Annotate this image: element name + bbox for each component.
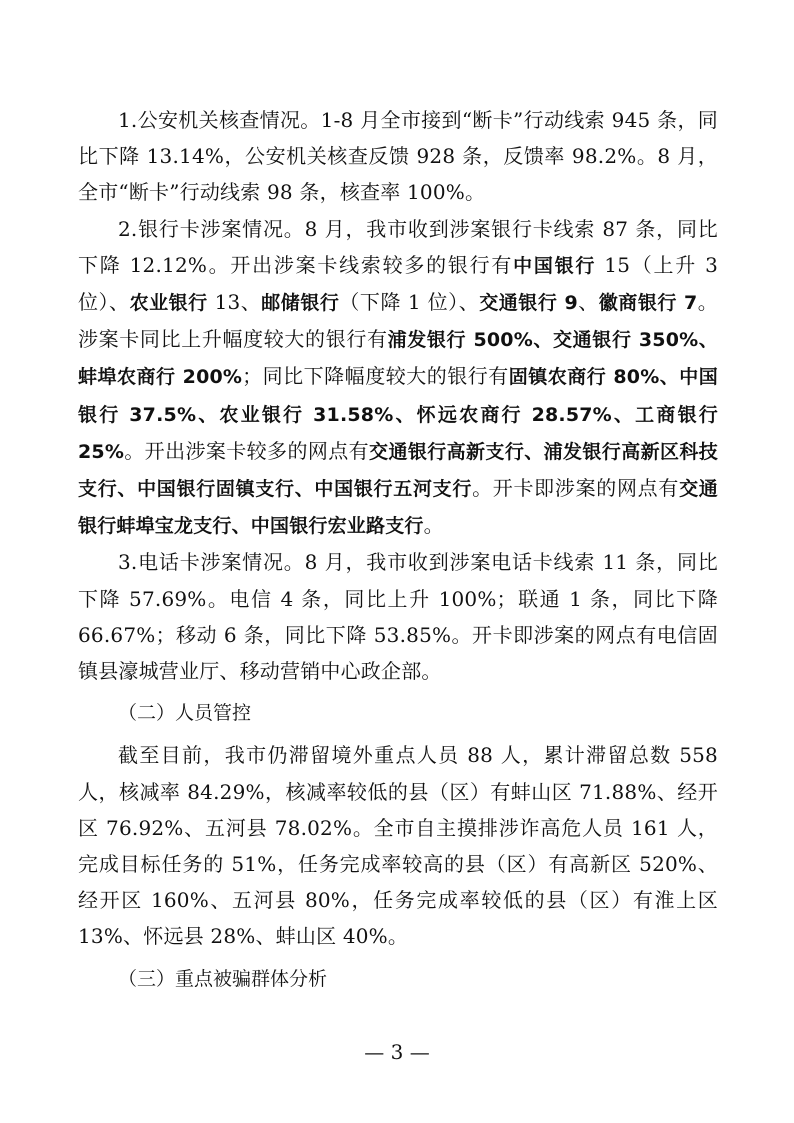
branch-list-instant: 交通银行蚌埠宝龙支行、中国银行宏业路支行: [78, 478, 718, 538]
bank-name-bold: 徽商银行 7: [598, 292, 698, 315]
text-segment: 。开出涉案卡较多的网点有: [124, 438, 370, 463]
text-segment: 13、: [207, 290, 262, 315]
page-number: — 3 —: [364, 1040, 430, 1064]
text-segment: ；同比下降幅度较大的银行有: [242, 364, 509, 389]
bank-name-bold: 邮储银行: [261, 292, 340, 315]
bank-name-bold: 中国银行: [513, 254, 597, 277]
paragraph-police-verification: 1.公安机关核查情况。1-8 月全市接到“断卡”行动线索 945 条，同比下降 13.14%，公安机关核查反馈 928 条，反馈率 98.2%。8 月，全市“断卡”行动线索 98 条，核查率 100%。: [78, 108, 718, 205]
paragraph-phone-card-cases: 3.电话卡涉案情况。8 月，我市收到涉案电话卡线索 11 条，同比下降 57.69%。电信 4 条，同比上升 100%；联通 1 条，同比下降 66.67%；移动 6 条，同比下降 53.85%。开卡即涉案的网点有电信固镇县濠城营业厅、移动营销中心政企部。: [78, 550, 718, 684]
text-segment: 2.银行卡涉案情况。8 月，我市收到涉案银行卡线索 87 条，同比下降 12.12%。开出涉案卡线索较多的银行有: [78, 216, 718, 277]
document-body: [78, 102, 718, 1003]
bank-name-bold: 交通银行 9: [479, 292, 578, 315]
bank-name-bold: 农业银行: [129, 292, 208, 315]
text-segment: （下降 1 位）、: [339, 290, 480, 315]
text-segment: 。: [423, 513, 444, 538]
section-heading-victim-analysis: （三）重点被骗群体分析: [118, 967, 328, 990]
paragraph-bank-card-cases: [78, 211, 718, 545]
text-segment: 。开卡即涉案的网点有: [472, 476, 680, 501]
bank-decrease-list: 固镇农商行 80%、中国银行 37.5%、农业银行 31.58%、怀远农商行 28.57%、工商银行 25%: [78, 366, 718, 463]
text-segment: 15（上升 3 位）、: [78, 252, 718, 315]
section-heading-personnel-control: （二）人员管控: [118, 702, 252, 725]
bank-increase-list: 浦发银行 500%、交通银行 350%、蚌埠农商行 200%: [78, 329, 718, 389]
paragraph-personnel-control: 截至目前，我市仍滞留境外重点人员 88 人，累计滞留总数 558 人，核减率 84.29%，核减率较低的县（区）有蚌山区 71.88%、经开区 76.92%、五河县 78.02%。全市自主摸排涉诈高危人员 161 人，完成目标任务的 51%，任务完成率较高的县（区）有高新区 520%、经开区 160%、五河县 80%，任务完成率较低的县（区）有淮上区 13%、怀远县 28%、蚌山区 40%。: [78, 743, 718, 949]
branch-list: 交通银行高新支行、浦发银行高新区科技支行、中国银行固镇支行、中国银行五河支行: [78, 440, 718, 501]
text-segment: 、: [577, 290, 599, 315]
text-segment: 。涉案卡同比上升幅度较大的银行有: [78, 290, 718, 352]
